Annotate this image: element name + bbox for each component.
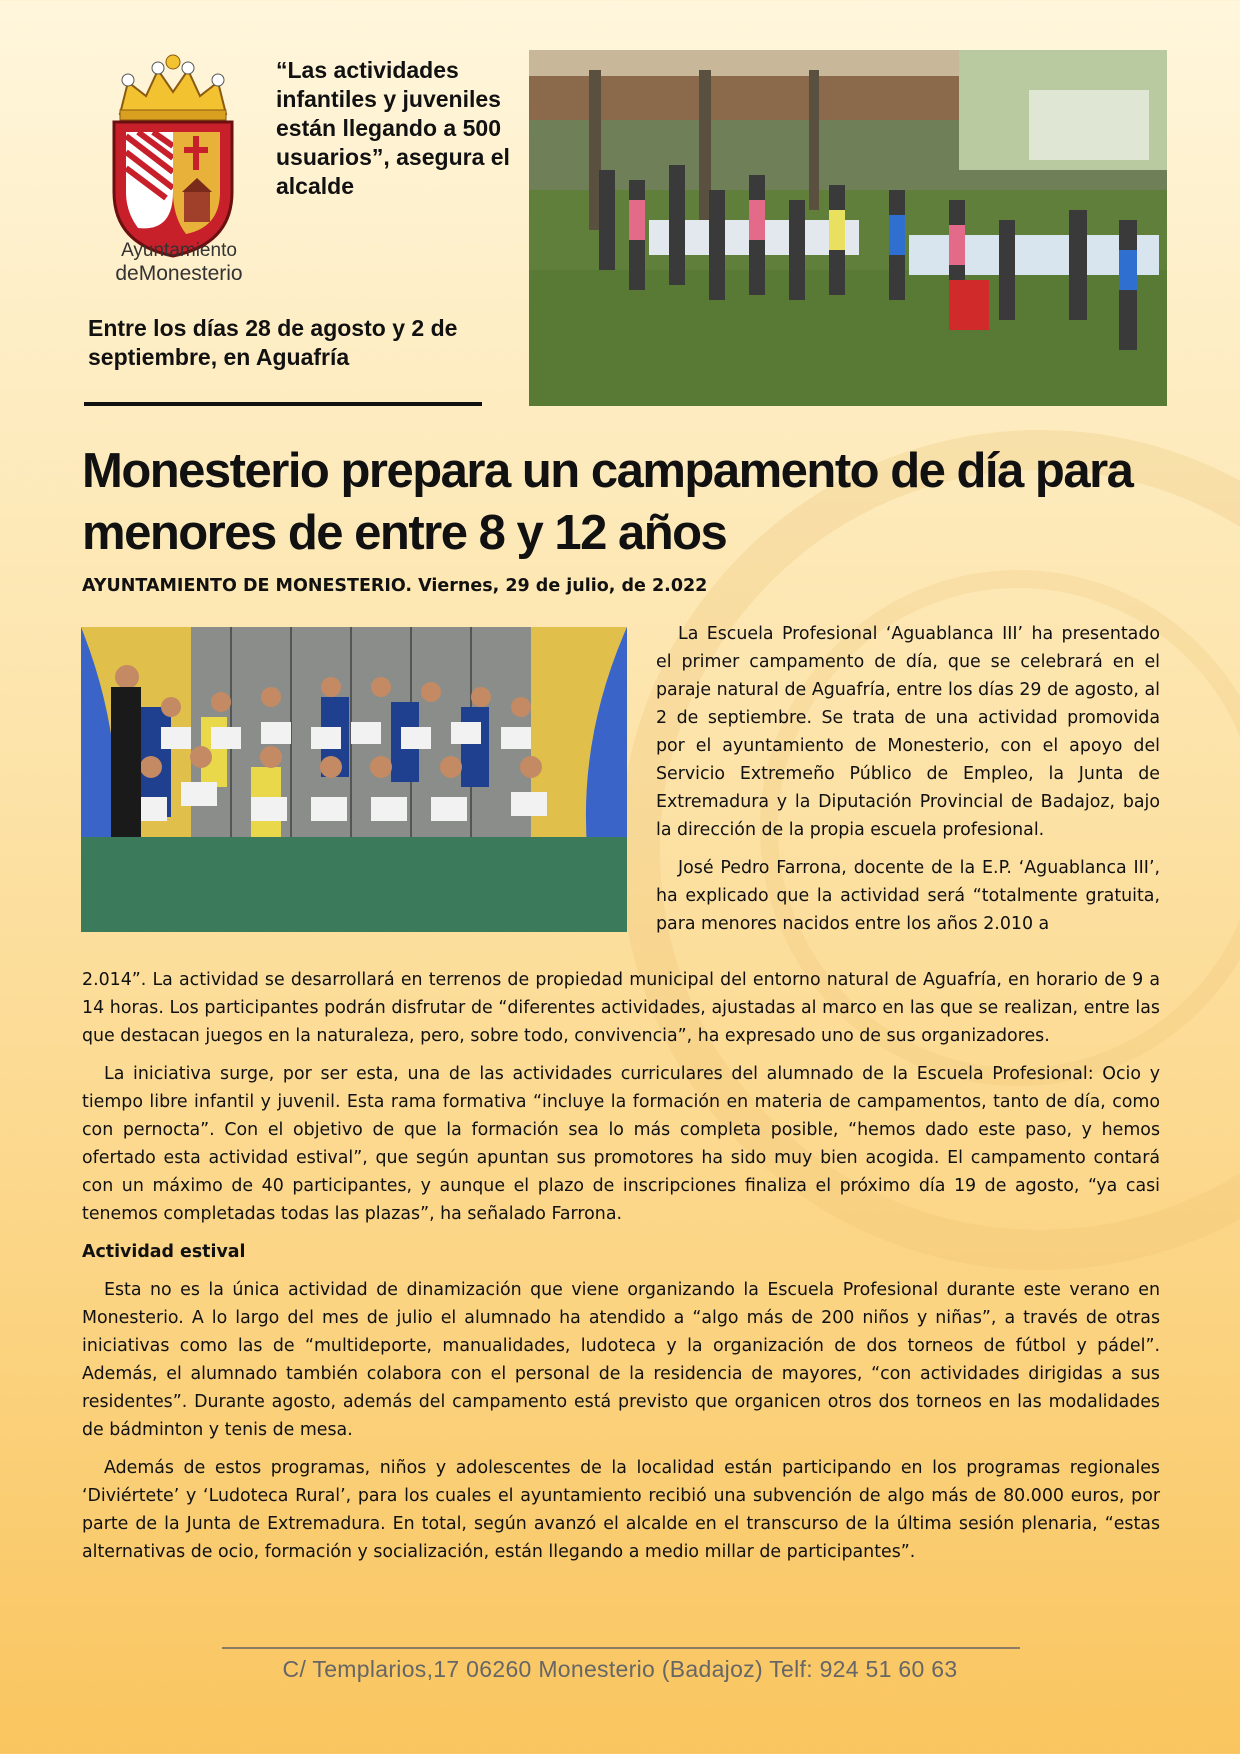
photo-group-children-diplomas (81, 627, 627, 932)
crest-label-line1: Ayuntamiento (121, 240, 237, 261)
paragraph: 2.014”. La actividad se desarrollará en terrenos de propiedad municipal del entorno natural de Aguafría, en horario de 9 a 14 horas. Los participantes podrán disfrutar de “diferentes actividades, ajustadas al marco en las que se realizan, entre las que destacan juegos en la naturaleza, pero, sobre todo, convivencia”, ha expresado uno de sus organizadores. (82, 970, 1160, 1046)
article-column-full (82, 966, 1160, 1576)
crown-icon (120, 55, 226, 120)
article-column-right (656, 620, 1160, 948)
shield-icon (114, 122, 232, 256)
article-byline: AYUNTAMIENTO DE MONESTERIO. Viernes, 29 de julio, de 2.022 (82, 576, 708, 596)
section-heading: Actividad estival (82, 1242, 246, 1262)
article-headline: Monesterio prepara un campamento de día para menores de entre 8 y 12 años (82, 444, 1133, 560)
footer-address: C/ Templarios,17 06260 Monesterio (Badajoz) Telf: 924 51 60 63 (282, 1656, 958, 1682)
crest-label-line2: deMonesterio (115, 262, 243, 285)
footer-divider (222, 1647, 1020, 1649)
paragraph: La Escuela Profesional ‘Aguablanca III’ ha presentado el primer campamento de día, que se celebrará en el paraje natural de Aguafría, entre los días 29 de agosto, al 2 de septiembre. Se trata de una actividad promovida por el ayuntamiento de Monesterio, con el apoyo del Servicio Extremeño Público de Empleo, la Junta de Extremadura y la Diputación Provincial de Badajoz, bajo la dirección de la propia escuela profesional. (656, 624, 1160, 840)
kicker-dates: Entre los días 28 de agosto y 2 de septiembre, en Aguafría (88, 315, 458, 370)
paragraph: La iniciativa surge, por ser esta, una de las actividades curriculares del alumnado de la Escuela Profesional: Ocio y tiempo libre infantil y juvenil. Esta rama formativa “incluye la formación en materia de campamentos, tanto de día, como con pernocta”. Con el objetivo de que la formación sea lo más completa posible, “hemos dado este paso, y hemos ofertado esta actividad estival”, que según apuntan sus promotores ha sido muy bien acogida. El campamento contará con un máximo de 40 participantes, y aunque el plazo de inscripciones finaliza el próximo día 19 de agosto, “ya casi tenemos completadas todas las plazas”, ha señalado Farrona. (82, 1064, 1160, 1224)
header-divider (84, 402, 482, 406)
paragraph: Esta no es la única actividad de dinamización que viene organizando la Escuela Profesional durante este verano en Monesterio. A lo largo del mes de julio el alumnado ha atendido a “algo más de 200 niños y niñas”, a través de otras iniciativas como las de “multideporte, manualidades, ludoteca y la organización de dos torneos de fútbol y pádel”. Además, el alumnado también colabora con el personal de la residencia de mayores, “con actividades dirigidas a sus residentes”. Durante agosto, además del campamento está previsto que organicen otros dos torneos en las modalidades de bádminton y tenis de mesa. (82, 1280, 1160, 1440)
subheadline-quote: “Las actividades infantiles y juveniles están llegando a 500 usuarios”, asegura el alcalde (276, 57, 510, 199)
paragraph: Además de estos programas, niños y adolescentes de la localidad están participando en los programas regionales ‘Diviértete’ y ‘Ludoteca Rural’, para los cuales el ayuntamiento recibió una subvención de algo más de 80.000 euros, por parte de la Junta de Extremadura. En total, según avanzó el alcalde en el transcurso de la última sesión plenaria, “estas alternativas de ocio, formación y socialización, están llegando a medio millar de participantes”. (82, 1458, 1160, 1562)
paragraph: José Pedro Farrona, docente de la E.P. ‘Aguablanca III’, ha explicado que la actividad será “totalmente gratuita, para menores nacidos entre los años 2.010 a (656, 858, 1160, 934)
photo-children-crafts-outdoors (529, 50, 1167, 406)
